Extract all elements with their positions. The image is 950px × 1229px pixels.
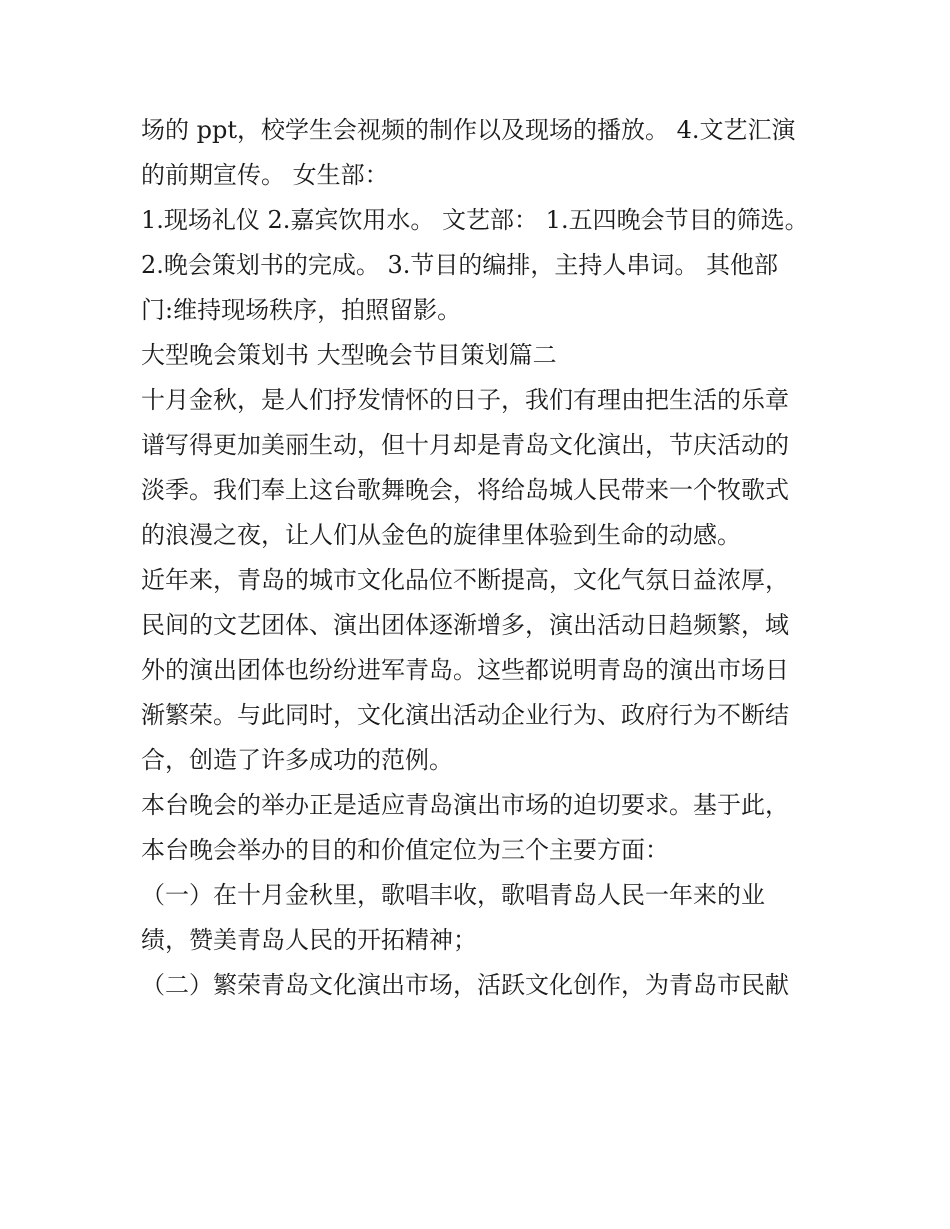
text-line: 谱写得更加美丽生动，但十月却是青岛文化演出，节庆活动的 [141, 431, 789, 459]
text-line: 的前期宣传。 女生部： [141, 161, 389, 189]
text-line: 绩，赞美青岛人民的开拓精神； [141, 926, 477, 954]
text-line: 2.晚会策划书的完成。 3.节目的编排，主持人串词。 其他部 [141, 251, 779, 279]
text-line: 外的演出团体也纷纷进军青岛。这些都说明青岛的演出市场日 [141, 656, 789, 684]
text-line: 的浪漫之夜，让人们从金色的旋律里体验到生命的动感。 [141, 521, 741, 549]
section-heading: 大型晚会策划书 大型晚会节目策划篇二 [141, 341, 557, 369]
text-line: 淡季。我们奉上这台歌舞晚会，将给岛城人民带来一个牧歌式 [141, 476, 789, 504]
text-line: 本台晚会举办的目的和价值定位为三个主要方面： [141, 836, 669, 864]
text-line: 合，创造了许多成功的范例。 [141, 746, 453, 774]
text-line: （二）繁荣青岛文化演出市场，活跃文化创作，为青岛市民献 [141, 971, 789, 999]
text-line: 场的 ppt，校学生会视频的制作以及现场的播放。 4.文艺汇演 [141, 116, 796, 144]
document-page [141, 108, 813, 1008]
text-line: 本台晚会的举办正是适应青岛演出市场的迫切要求。基于此， [141, 791, 789, 819]
text-line: 门:维持现场秩序，拍照留影。 [141, 296, 462, 324]
text-line: （一）在十月金秋里，歌唱丰收，歌唱青岛人民一年来的业 [141, 881, 765, 909]
text-line: 十月金秋，是人们抒发情怀的日子，我们有理由把生活的乐章 [141, 386, 789, 414]
text-line: 1.现场礼仪 2.嘉宾饮用水。 文艺部： 1.五四晚会节目的筛选。 [141, 206, 809, 234]
text-line: 民间的文艺团体、演出团体逐渐增多，演出活动日趋频繁，域 [141, 611, 789, 639]
text-line: 渐繁荣。与此同时，文化演出活动企业行为、政府行为不断结 [141, 701, 789, 729]
text-line: 近年来，青岛的城市文化品位不断提高，文化气氛日益浓厚， [141, 566, 789, 594]
